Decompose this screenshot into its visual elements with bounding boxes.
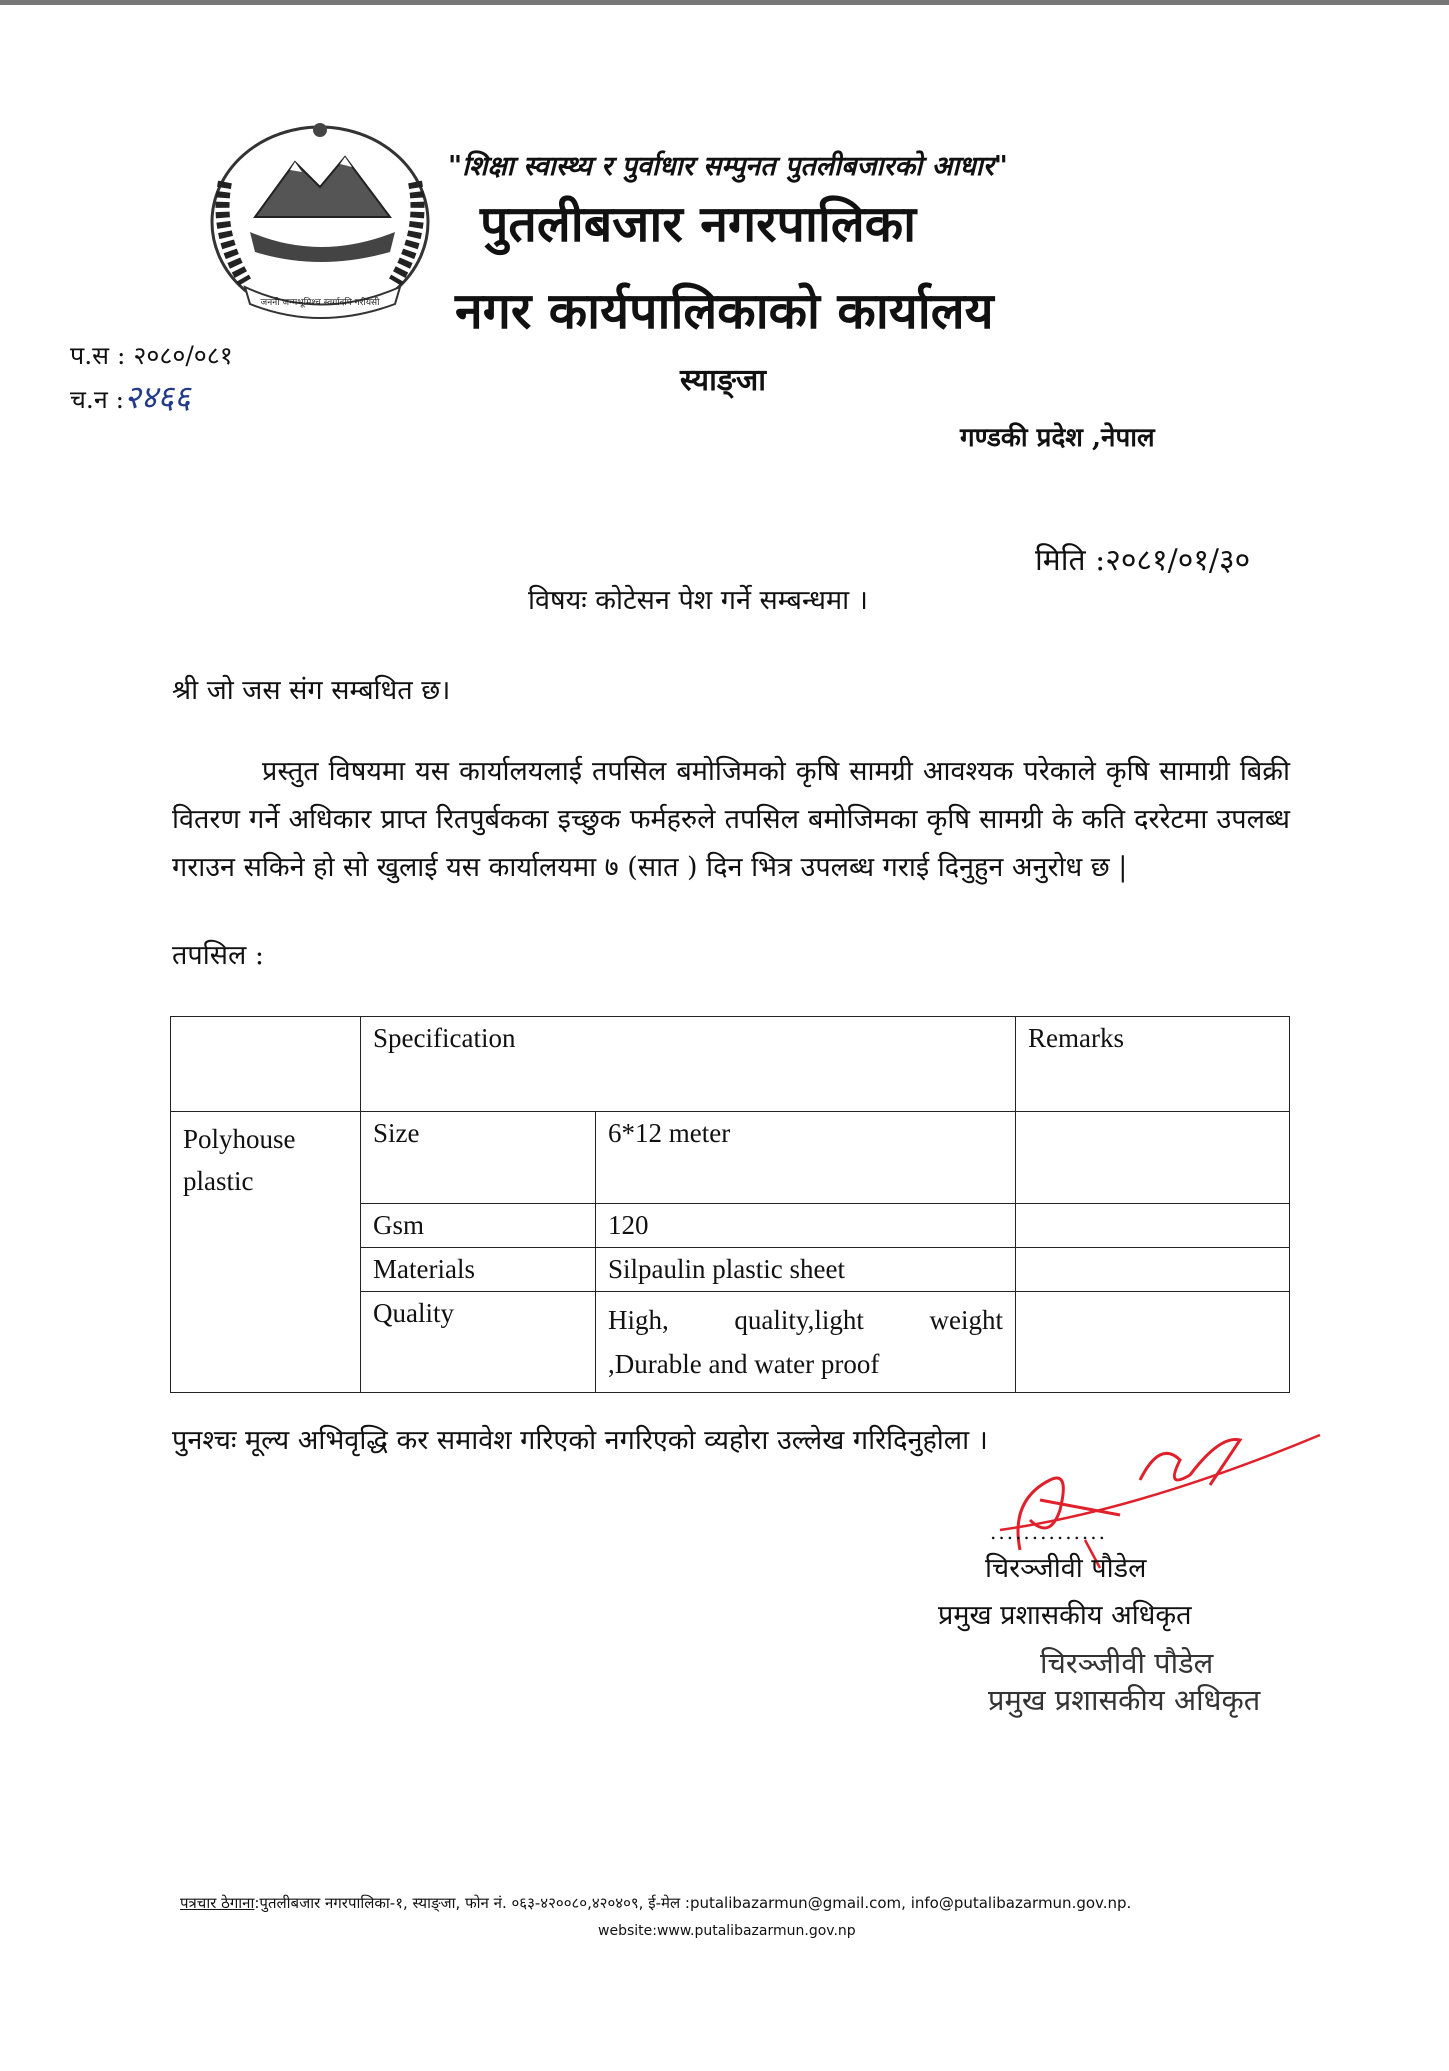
spec-value: Silpaulin plastic sheet — [596, 1248, 1016, 1292]
letter-body: प्रस्तुत विषयमा यस कार्यालयलाई तपसिल बमोजिमको कृषि सामग्री आवश्यक परेकाले कृषि सामाग्री बिक्री वितरण गर्ने अधिकार प्राप्त रितपुर्बकका इच्छुक फर्महरुले तपसिल बमोजिमका कृषि सामग्री के कति दररेटमा उपलब्ध गराउन सकिने हो सो खुलाई यस कार्यालयमा ७ (सात ) दिन भित्र उपलब्ध गराई दिनुहुन अनुरोध छ | — [172, 756, 1290, 883]
spec-value-line: High, quality,light weight — [608, 1305, 1003, 1335]
dispatch-value: २४६६ — [124, 378, 191, 416]
remarks-cell — [1016, 1204, 1290, 1248]
spec-name: Quality — [361, 1292, 596, 1393]
emblem-motto: जननी जन्मभूमिश्च स्वर्गादपि गरीयसी — [260, 298, 380, 308]
stamp-name: चिरञ्जीवी पौडेल — [1040, 1646, 1214, 1680]
spec-value: 6*12 meter — [596, 1112, 1016, 1204]
remarks-cell — [1016, 1248, 1290, 1292]
nepal-emblem-icon — [205, 122, 435, 322]
spec-value — [596, 1292, 1016, 1393]
signature-line: .............. — [990, 1520, 1108, 1544]
municipality-motto: "शिक्षा स्वास्थ्य र पुर्वाधार सम्पुनत पुतलीबजारको आधार" — [448, 151, 1008, 182]
salutation: श्री जो जस संग सम्बधित छ। — [172, 675, 451, 706]
table-header-row — [171, 1017, 1290, 1112]
letter-date: मिति :२०८१/०१/३० — [1035, 543, 1251, 578]
district-name: स्याङ्जा — [680, 363, 766, 398]
postscript: पुनश्चः मूल्य अभिवृद्धि कर समावेश गरिएको नगरिएको व्यहोरा उल्लेख गरिदिनुहोला । — [172, 1425, 988, 1456]
footer-address — [180, 1893, 1131, 1913]
remarks-cell — [1016, 1292, 1290, 1393]
municipality-name: पुतलीबजार नगरपालिका — [480, 194, 917, 253]
footer-website: website:www.putalibazarmun.gov.np — [598, 1923, 856, 1939]
spec-name: Materials — [361, 1248, 596, 1292]
remarks-header: Remarks — [1016, 1017, 1290, 1112]
spec-name: Gsm — [361, 1204, 596, 1248]
specification-table — [170, 1016, 1290, 1393]
spec-value-line: ,Durable and water proof — [608, 1349, 880, 1379]
spec-name: Size — [361, 1112, 596, 1204]
dispatch-label: च.न : — [70, 385, 125, 414]
signatory-name: चिरञ्जीवी पौडेल — [985, 1553, 1147, 1584]
remarks-cell — [1016, 1112, 1290, 1204]
signatory-title: प्रमुख प्रशासकीय अधिकृत — [938, 1600, 1192, 1631]
spec-value: 120 — [596, 1204, 1016, 1248]
address-label: पत्रचार ठेगाना — [180, 1894, 255, 1912]
spec-header: Specification — [361, 1017, 1016, 1112]
table-row — [171, 1112, 1290, 1204]
stamp-title: प्रमुख प्रशासकीय अधिकृत — [988, 1683, 1261, 1717]
scan-edge — [0, 0, 1449, 5]
province-name: गण्डकी प्रदेश ,नेपाल — [960, 423, 1155, 453]
item-name: Polyhouse plastic — [171, 1112, 361, 1393]
dispatch-number — [70, 375, 191, 418]
office-name: नगर कार्यपालिकाको कार्यालय — [455, 281, 994, 340]
reference-number: प.स : २०८०/०८१ — [70, 341, 233, 370]
address-text: :पुतलीबजार नगरपालिका-१, स्याङ्जा, फोन नं. ०६३-४२००८०,४२०४०९, ई-मेल :putalibazarmun@gmail.com, info@putalibazarmun.gov.np. — [254, 1894, 1132, 1912]
letter-subject: विषयः कोटेसन पेश गर्ने सम्बन्धमा । — [528, 585, 868, 616]
table-cell — [171, 1017, 361, 1112]
details-heading: तपसिल : — [172, 940, 264, 971]
